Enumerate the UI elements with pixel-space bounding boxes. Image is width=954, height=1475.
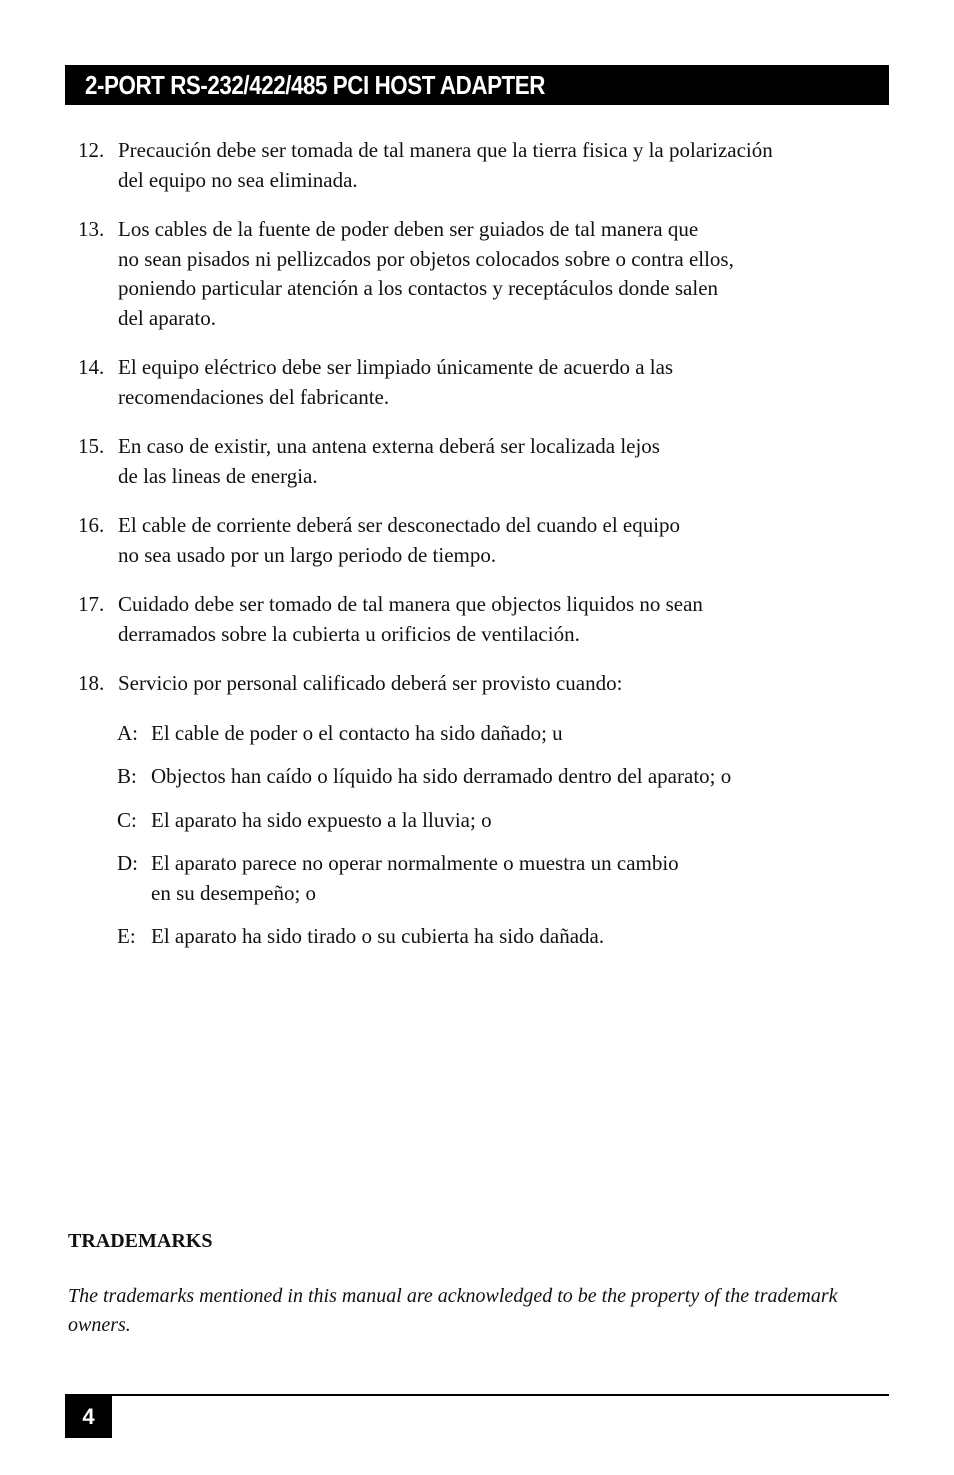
list-item: [0, 590, 954, 649]
item-text-line: derramados sobre la cubierta u orificios de ventilación.: [118, 621, 580, 646]
sub-item-text-line: Objectos han caído o líquido ha sido derramado dentro del aparato; o: [151, 764, 732, 788]
item-text-line: Los cables de la fuente de poder deben ser guiados de tal manera que: [118, 217, 699, 241]
item-text-line: no sea usado por un largo periodo de tiempo.: [118, 542, 497, 567]
sub-item-text-line: en su desempeño; o: [151, 880, 317, 905]
item-text-line: Servicio por personal calificado deberá ser provisto cuando:: [118, 671, 623, 695]
item-number: 14.: [78, 355, 105, 379]
sub-item-text-line: El aparato ha sido tirado o su cubierta ha sido dañada.: [151, 924, 605, 948]
item-number: 12.: [78, 138, 105, 162]
item-number: 18.: [78, 671, 105, 695]
sub-item-letter: C:: [117, 807, 137, 832]
sub-item-letter: B:: [117, 764, 137, 788]
item-number: 13.: [78, 217, 105, 241]
sub-list-item: [0, 762, 954, 792]
item-text-line: no sean pisados ni pellizcados por objetos colocados sobre o contra ellos,: [118, 246, 734, 271]
item-text-line: del equipo no sea eliminada.: [118, 167, 358, 192]
item-text-line: recomendaciones del fabricante.: [118, 384, 390, 409]
page-header: [65, 65, 889, 105]
list-item: [0, 511, 954, 570]
sub-item-letter: D:: [117, 851, 138, 875]
sub-item-text-line: El aparato ha sido expuesto a la lluvia; o: [151, 807, 492, 832]
footer-divider: [65, 1394, 889, 1396]
sub-list-item: [0, 719, 954, 749]
safety-instructions-list: [0, 136, 954, 966]
trademarks-heading: TRADEMARKS: [68, 1230, 213, 1252]
page-number: 4: [82, 1404, 95, 1429]
item-text-line: del aparato.: [118, 305, 216, 330]
item-text-line: El cable de corriente deberá ser desconectado del cuando el equipo: [118, 513, 681, 537]
sub-list-item: [0, 806, 954, 836]
item-number: 16.: [78, 513, 105, 537]
header-title: 2-PORT RS-232/422/485 PCI HOST ADAPTER: [85, 70, 545, 100]
sub-list-item: [0, 922, 954, 952]
item-text-line: El equipo eléctrico debe ser limpiado únicamente de acuerdo a las: [118, 355, 674, 379]
item-number: 17.: [78, 592, 105, 616]
sub-item-letter: E:: [117, 924, 136, 948]
trademarks-text: The trademarks mentioned in this manual are acknowledged to be the property of the trademark owners.: [68, 1285, 838, 1336]
list-item: [0, 432, 954, 491]
sub-item-letter: A:: [117, 720, 138, 745]
sub-item-text-line: El aparato parece no operar normalmente o muestra un cambio: [151, 851, 679, 875]
list-item: [0, 215, 954, 333]
item-text-line: En caso de existir, una antena externa deberá ser localizada lejos: [118, 434, 660, 458]
list-item: [0, 669, 954, 699]
item-text-line: Cuidado debe ser tomado de tal manera que objectos liquidos no sean: [118, 592, 703, 616]
list-item: [0, 353, 954, 412]
sub-item-text-line: El cable de poder o el contacto ha sido dañado; u: [151, 720, 563, 745]
list-item: [0, 136, 954, 195]
page-number-box: [65, 1396, 112, 1438]
item-text-line: Precaución debe ser tomada de tal manera que la tierra fisica y la polarización: [118, 138, 773, 162]
sub-list-item: [0, 849, 954, 908]
item-text-line: de las lineas de energia.: [118, 463, 318, 488]
item-number: 15.: [78, 434, 105, 458]
item-text-line: poniendo particular atención a los contactos y receptáculos donde salen: [118, 276, 719, 300]
